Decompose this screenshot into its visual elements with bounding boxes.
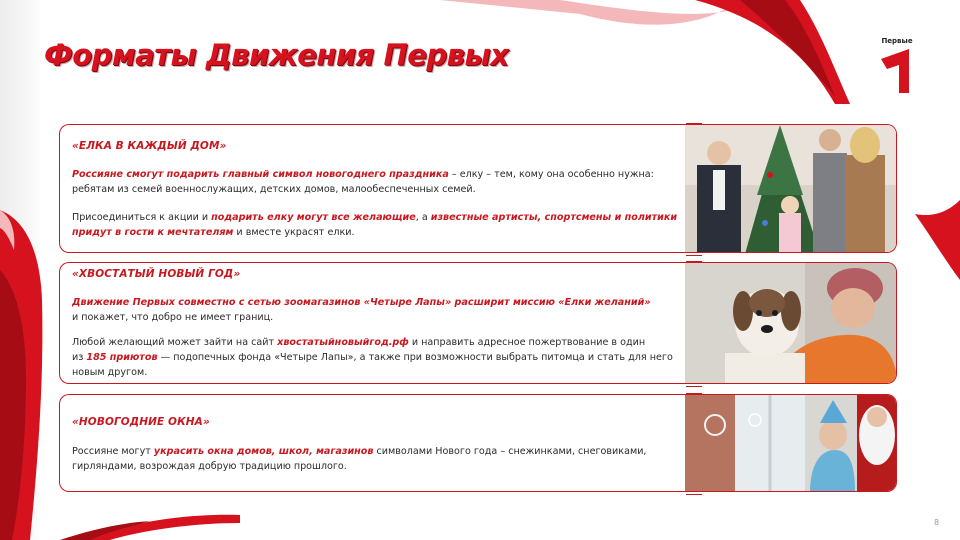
body-text: и вместе украсят елки. — [233, 227, 355, 238]
card-elka — [59, 124, 700, 253]
body-text: Россияне могут — [72, 446, 154, 457]
highlight-text: украсить окна домов, школ, магазинов — [153, 446, 374, 457]
card-title: «ЕЛКА В КАЖДЫЙ ДОМ» — [72, 140, 227, 152]
card-paragraph — [72, 444, 684, 474]
body-text: гирляндами, возрождая добрую традицию прошлого. — [72, 461, 347, 472]
card-hvostaty — [59, 262, 700, 384]
highlight-text: придут в гости к мечтателям — [72, 227, 234, 238]
page-title: Форматы Движения Первых — [44, 38, 509, 72]
bottom-ribbon — [60, 505, 240, 540]
photo-elka — [685, 124, 897, 253]
card-okna — [59, 394, 700, 492]
highlight-text: 185 приютов — [86, 352, 158, 363]
highlight-text: известные артисты, спортсмены и политики — [430, 212, 678, 223]
body-text: , а — [415, 212, 431, 223]
body-text: Любой желающий может зайти на сайт — [72, 337, 278, 348]
left-gray-strip — [0, 0, 42, 540]
photo-dog — [685, 262, 897, 384]
body-text: и покажет, что добро не имеет границ. — [72, 312, 274, 323]
logo-text: Первые — [881, 37, 913, 45]
card-paragraph — [72, 295, 684, 325]
pervye-logo — [874, 37, 920, 93]
highlight-text: подарить елку могут все желающие — [211, 212, 416, 223]
card-paragraph — [72, 167, 684, 197]
body-text: – елку – тем, кому она особенно нужна: — [448, 169, 654, 180]
logo-mark-icon — [879, 47, 915, 93]
body-text: новым другом. — [72, 367, 148, 378]
highlight-text: Движение Первых совместно с сетью зоомагазинов «Четыре Лапы» расширит миссию «Елки желаний» — [72, 297, 651, 308]
card-title: «ХВОСТАТЫЙ НОВЫЙ ГОД» — [72, 268, 241, 280]
card-paragraph — [72, 335, 684, 380]
body-text: символами Нового года – снежинками, снеговиками, — [373, 446, 647, 457]
body-text: ребятам из семей военнослужащих, детских домов, малообеспеченных семей. — [72, 184, 476, 195]
highlight-text: Россияне смогут подарить главный символ новогоднего праздника — [72, 169, 449, 180]
card-paragraph — [72, 210, 684, 240]
body-text: из — [72, 352, 87, 363]
card-title: «НОВОГОДНИЕ ОКНА» — [72, 416, 210, 428]
body-text: Присоединиться к акции и — [72, 212, 212, 223]
right-edge-ribbon — [915, 200, 960, 280]
body-text: и направить адресное пожертвование в один — [408, 337, 646, 348]
body-text: — подопечных фонда «Четыре Лапы», а также при возможности выбрать питомца и стать для него — [157, 352, 673, 363]
photo-windows — [685, 394, 897, 492]
page-number: 8 — [934, 518, 940, 527]
highlight-text: хвостатыйновыйгод.рф — [277, 337, 409, 348]
